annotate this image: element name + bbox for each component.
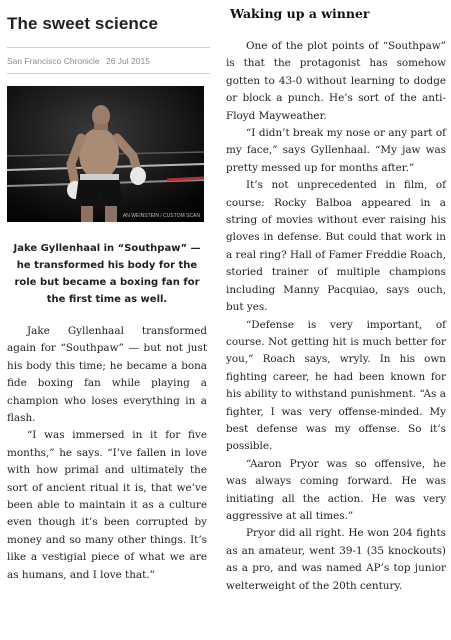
publish-date: 26 Jul 2015 xyxy=(105,56,150,66)
photo-credit: AN WEINSTEIN / CUSTOM SCAN xyxy=(122,213,200,219)
body-paragraph: Pryor did all right. He won 204 fights as an amateur, went 39-1 (35 knockouts) as a pro, and was named AP’s top junior welterweight of the 20th century. xyxy=(226,527,446,592)
body-paragraph: “I was immersed in it for five months,” he says. “I’ve fallen in love with how primal and ultimately the sort of ancient ritual it is, that we’ve been able to maintain it as a culture even though it’s been corrupted by money and so many other things. It’s like a vestigial piece of what we are as humans, and I love that.” xyxy=(7,429,207,581)
body-paragraph: “I didn’t break my nose or any part of my face,” says Gyllenhaal. “My jaw was pretty messed up for months after.” xyxy=(226,127,446,174)
body-paragraph: It’s not unprecedented in film, of course: Rocky Balboa appeared in a string of movies without ever raising his gloves in defense. But could that work in a real ring? Hall of Famer Freddie Roach, storied trainer of multiple champions including Manny Pacquiao, says ouch, but yes. xyxy=(226,179,447,314)
divider-bottom xyxy=(7,73,210,74)
body-paragraph: One of the plot points of “Southpaw” is that the protagonist has somehow gotten to 43-0 without learning to dodge or block a punch. He’s sort of the anti-Floyd Mayweather. xyxy=(226,40,446,122)
body-paragraph: “Aaron Pryor was so offensive, he was always coming forward. He was initiating all the action. He was very aggressive at all times.” xyxy=(226,457,446,522)
body-paragraph: “Defense is very important, of course. Not getting hit is much better for you,” Roach says, wryly. In his own fighting career, he had been known for his ability to withstand punishment. “As a fighter, I was very offense-minded. My best defense was my offense. So it’s possible. xyxy=(226,318,446,453)
left-column xyxy=(0,0,218,640)
section-subhead: Waking up a winner xyxy=(230,6,370,21)
byline xyxy=(7,56,154,66)
body-paragraph: Jake Gyllenhaal transformed again for “Southpaw” — but not just his body this time; he became a bona fide boxing fan while playing a champion who loses everything in a flash. xyxy=(7,325,207,425)
left-article-body xyxy=(7,323,207,584)
boxer-photo xyxy=(7,86,204,222)
boxer-illustration xyxy=(7,86,204,222)
article-headline: The sweet science xyxy=(7,14,158,33)
source-name: San Francisco Chronicle xyxy=(7,56,100,66)
divider-top xyxy=(7,47,210,48)
photo-caption: Jake Gyllenhaal in “Southpaw” — he transformed his body for the role but became a boxing fan for the first time as well. xyxy=(13,243,201,305)
right-article-body xyxy=(226,38,446,595)
right-column xyxy=(226,0,446,640)
